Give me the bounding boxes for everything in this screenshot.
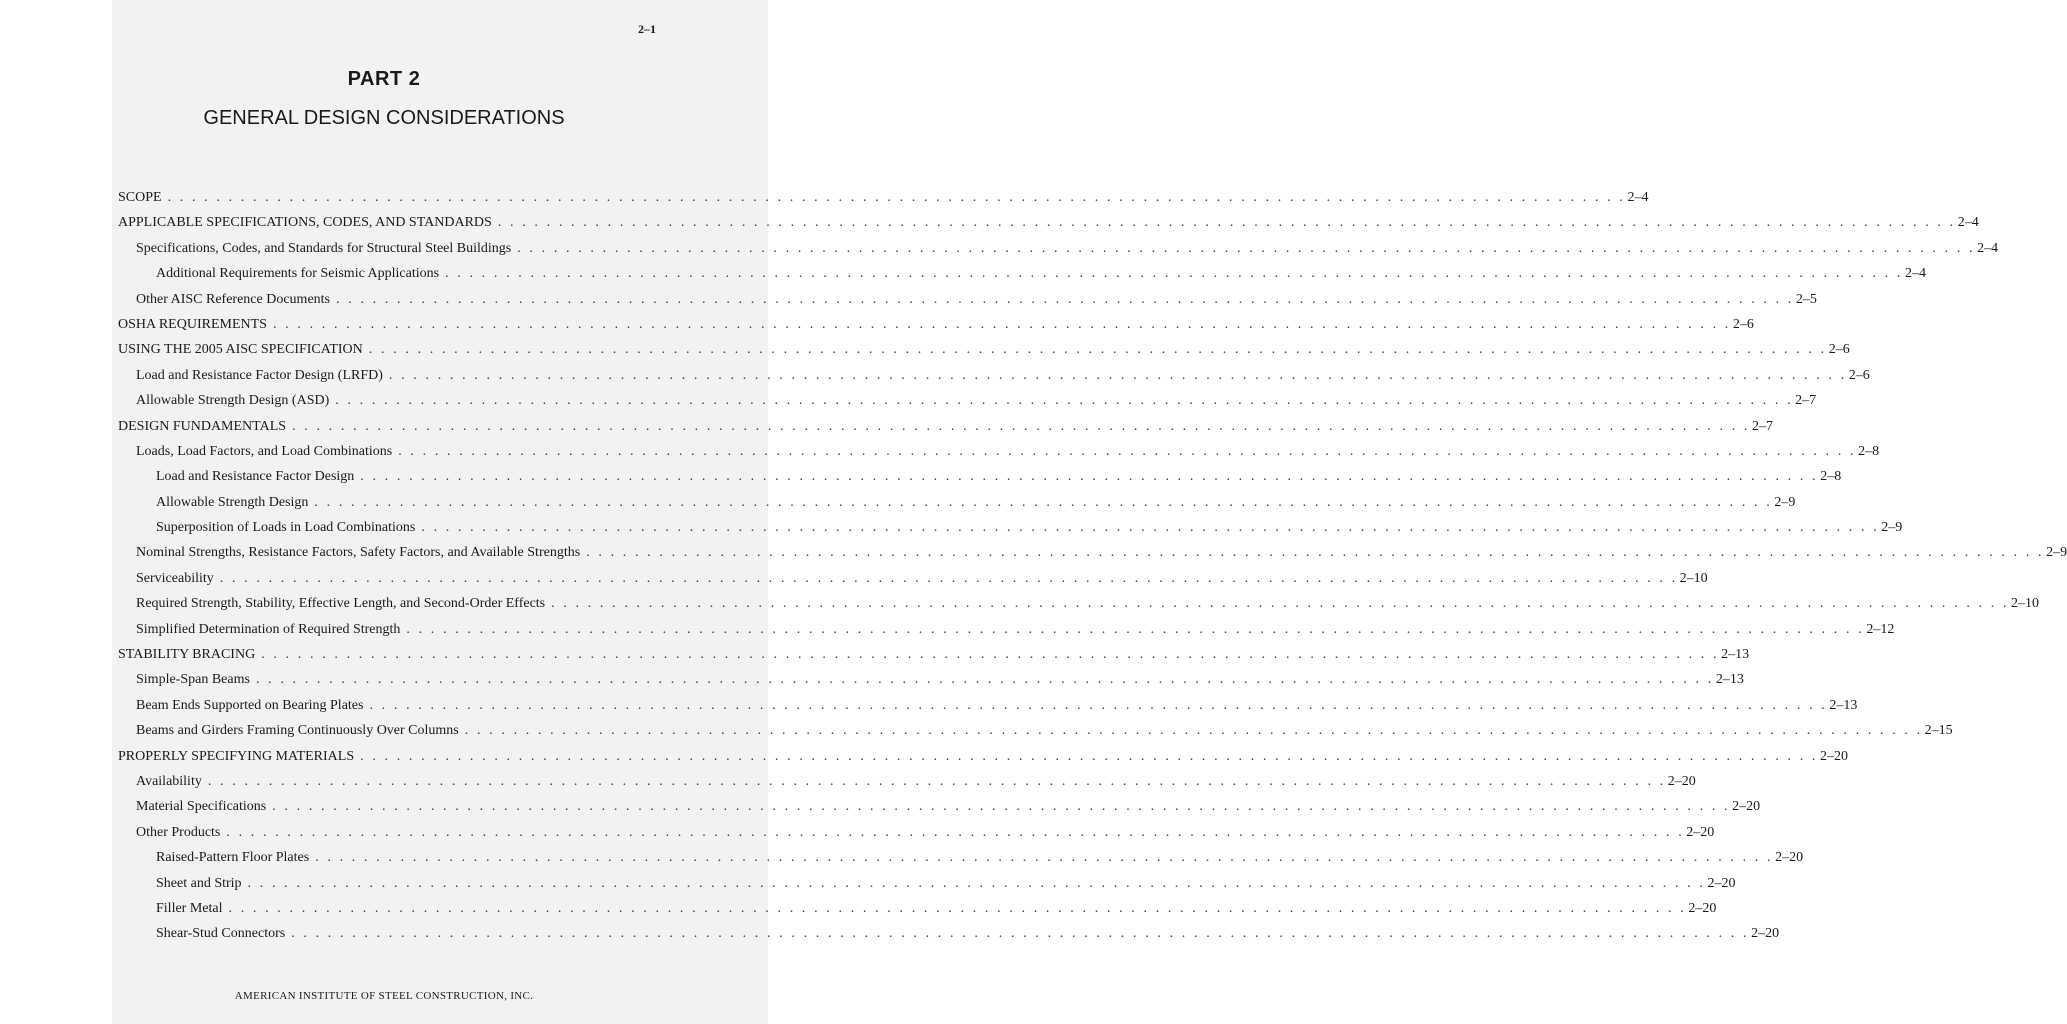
toc-entry[interactable] (118, 367, 1870, 393)
toc-entry-page: 2–20 (1751, 926, 1780, 942)
dot-leader: . . . . . . . . . . . . . . . . . . . . . . . . . . . . . . . . . . . . . . . . . . . . . . . . . . . . . . . . . . . . . . . . . . . . . . . . . . . . . . . . . . . . . . . . . . . . . . . . . . . . . . . . . . . . . . . . . . . . . . . . (369, 697, 1828, 713)
dot-leader: . . . . . . . . . . . . . . . . . . . . . . . . . . . . . . . . . . . . . . . . . . . . . . . . . . . . . . . . . . . . . . . . . . . . . . . . . . . . . . . . . . . . . . . . . . . . . . . . . . . . . . . . . . . . . . . . . . . . . . . . (315, 850, 1774, 866)
toc-entry-page: 2–10 (2011, 596, 2040, 612)
toc-entry-page: 2–15 (1924, 723, 1953, 739)
toc-entry[interactable] (118, 748, 1849, 774)
toc-entry-label: Shear-Stud Connectors (156, 926, 286, 942)
footer-publisher: AMERICAN INSTITUTE OF STEEL CONSTRUCTION, INC. (234, 990, 534, 1002)
toc-entry-label: Other AISC Reference Documents (136, 291, 330, 307)
toc-entry[interactable] (118, 799, 1761, 824)
dot-leader: . . . . . . . . . . . . . . . . . . . . . . . . . . . . . . . . . . . . . . . . . . . . . . . . . . . . . . . . . . . . . . . . . . . . . . . . . . . . . . . . . . . . . . . . . . . . . . . . . . . . . . . . . . . . . . . . . . . . . . . . (421, 520, 1880, 536)
dot-leader: . . . . . . . . . . . . . . . . . . . . . . . . . . . . . . . . . . . . . . . . . . . . . . . . . . . . . . . . . . . . . . . . . . . . . . . . . . . . . . . . . . . . . . . . . . . . . . . . . . . . . . . . . . . . . . . . . . . . . . . . (292, 418, 1750, 434)
toc-entry-page: 2–10 (1679, 570, 1708, 586)
toc-entry-label: Availability (136, 773, 202, 789)
toc-entry[interactable] (118, 570, 1708, 596)
dot-leader: . . . . . . . . . . . . . . . . . . . . . . . . . . . . . . . . . . . . . . . . . . . . . . . . . . . . . . . . . . . . . . . . . . . . . . . . . . . . . . . . . . . . . . . . . . . . . . . . . . . . . . . . . . . . . . . . . . . . . . . . (517, 240, 1976, 256)
page-number: 2–1 (638, 22, 656, 36)
dot-leader: . . . . . . . . . . . . . . . . . . . . . . . . . . . . . . . . . . . . . . . . . . . . . . . . . . . . . . . . . . . . . . . . . . . . . . . . . . . . . . . . . . . . . . . . . . . . . . . . . . . . . . . . . . . . . . . . . . . . . . . . (261, 647, 1720, 663)
table-of-contents (118, 190, 2067, 952)
dot-leader: . . . . . . . . . . . . . . . . . . . . . . . . . . . . . . . . . . . . . . . . . . . . . . . . . . . . . . . . . . . . . . . . . . . . . . . . . . . . . . . . . . . . . . . . . . . . . . . . . . . . . . . . . . . . . . . . . . . . . . . . (464, 723, 1923, 739)
toc-entry-page: 2–13 (1715, 672, 1744, 688)
toc-entry-page: 2–9 (2046, 545, 2067, 561)
dot-leader: . . . . . . . . . . . . . . . . . . . . . . . . . . . . . . . . . . . . . . . . . . . . . . . . . . . . . . . . . . . . . . . . . . . . . . . . . . . . . . . . . . . . . . . . . . . . . . . . . . . . . . . . . . . . . . . . . . . . . . . . (388, 367, 1847, 383)
toc-entry-label: Simple-Span Beams (136, 672, 250, 688)
dot-leader: . . . . . . . . . . . . . . . . . . . . . . . . . . . . . . . . . . . . . . . . . . . . . . . . . . . . . . . . . . . . . . . . . . . . . . . . . . . . . . . . . . . . . . . . . . . . . . . . . . . . . . . . . . . . . . . . . . . . . . . . (551, 596, 2010, 612)
toc-entry-label: Material Specifications (136, 799, 267, 815)
dot-leader: . . . . . . . . . . . . . . . . . . . . . . . . . . . . . . . . . . . . . . . . . . . . . . . . . . . . . . . . . . . . . . . . . . . . . . . . . . . . . . . . . . . . . . . . . . . . . . . . . . . . . . . . . . . . . . . . . . . . . . . . (167, 190, 1626, 205)
toc-entry[interactable] (118, 926, 1780, 951)
dot-leader: . . . . . . . . . . . . . . . . . . . . . . . . . . . . . . . . . . . . . . . . . . . . . . . . . . . . . . . . . . . . . . . . . . . . . . . . . . . . . . . . . . . . . . . . . . . . . . . . . . . . . . . . . . . . . . . . . . . . . . . . (272, 316, 1731, 332)
toc-entry-label: Raised-Pattern Floor Plates (156, 850, 310, 866)
toc-entry-label: APPLICABLE SPECIFICATIONS, CODES, AND STANDARDS (118, 215, 492, 231)
dot-leader: . . . . . . . . . . . . . . . . . . . . . . . . . . . . . . . . . . . . . . . . . . . . . . . . . . . . . . . . . . . . . . . . . . . . . . . . . . . . . . . . . . . . . . . . . . . . . . . . . . . . . . . . . . . . . . . . . . . . . . . . (314, 494, 1773, 510)
toc-entry[interactable] (118, 494, 1796, 520)
part-title: PART 2 (347, 68, 421, 90)
toc-entry-page: 2–8 (1858, 443, 1880, 459)
toc-entry-page: 2–6 (1828, 342, 1850, 358)
toc-entry-page: 2–6 (1848, 367, 1870, 383)
toc-entry-label: SCOPE (118, 190, 162, 205)
toc-entry[interactable] (118, 469, 1842, 494)
toc-entry-label: Superposition of Loads in Load Combinations (156, 520, 416, 536)
toc-entry-label: Nominal Strengths, Resistance Factors, Safety Factors, and Available Strengths (136, 545, 581, 561)
toc-entry-label: DESIGN FUNDAMENTALS (118, 418, 287, 434)
toc-entry-label: Sheet and Strip (156, 875, 242, 891)
toc-entry-label: Other Products (136, 824, 221, 840)
toc-entry-label: USING THE 2005 AISC SPECIFICATION (118, 342, 363, 358)
toc-entry-label: Beam Ends Supported on Bearing Plates (136, 697, 364, 713)
toc-entry[interactable] (118, 596, 2040, 621)
toc-entry-page: 2–12 (1866, 621, 1895, 637)
toc-entry[interactable] (118, 393, 1817, 418)
toc-entry[interactable] (118, 824, 1715, 850)
toc-entry[interactable] (118, 316, 1754, 342)
toc-entry[interactable] (118, 697, 1858, 723)
toc-entry-label: Filler Metal (156, 900, 223, 916)
toc-entry[interactable] (118, 900, 1717, 926)
dot-leader: . . . . . . . . . . . . . . . . . . . . . . . . . . . . . . . . . . . . . . . . . . . . . . . . . . . . . . . . . . . . . . . . . . . . . . . . . . . . . . . . . . . . . . . . . . . . . . . . . . . . . . . . . . . . . . . . . . . . . . . . (335, 393, 1794, 409)
toc-entry[interactable] (118, 520, 1903, 545)
toc-entry-label: Load and Resistance Factor Design (LRFD) (136, 367, 383, 383)
toc-entry-label: Required Strength, Stability, Effective Length, and Second-Order Effects (136, 596, 546, 612)
dot-leader: . . . . . . . . . . . . . . . . . . . . . . . . . . . . . . . . . . . . . . . . . . . . . . . . . . . . . . . . . . . . . . . . . . . . . . . . . . . . . . . . . . . . . . . . . . . . . . . . . . . . . . . . . . . . . . . . . . . . . . . . (226, 824, 1685, 840)
dot-leader: . . . . . . . . . . . . . . . . . . . . . . . . . . . . . . . . . . . . . . . . . . . . . . . . . . . . . . . . . . . . . . . . . . . . . . . . . . . . . . . . . . . . . . . . . . . . . . . . . . . . . . . . . . . . . . . . . . . . . . . . (336, 291, 1794, 307)
toc-entry-label: Load and Resistance Factor Design (156, 469, 355, 485)
dot-leader: . . . . . . . . . . . . . . . . . . . . . . . . . . . . . . . . . . . . . . . . . . . . . . . . . . . . . . . . . . . . . . . . . . . . . . . . . . . . . . . . . . . . . . . . . . . . . . . . . . . . . . . . . . . . . . . . . . . . . . . . (398, 443, 1857, 459)
toc-entry[interactable] (118, 215, 1979, 240)
toc-entry[interactable] (118, 875, 1736, 901)
toc-entry-page: 2–20 (1820, 748, 1849, 764)
toc-entry[interactable] (118, 443, 1880, 469)
toc-entry-label: Allowable Strength Design (156, 494, 309, 510)
dot-leader: . . . . . . . . . . . . . . . . . . . . . . . . . . . . . . . . . . . . . . . . . . . . . . . . . . . . . . . . . . . . . . . . . . . . . . . . . . . . . . . . . . . . . . . . . . . . . . . . . . . . . . . . . . . . . . . . . . . . . . . . (228, 900, 1687, 916)
toc-entry-page: 2–13 (1829, 697, 1858, 713)
toc-entry[interactable] (118, 850, 1804, 875)
toc-entry-page: 2–6 (1732, 316, 1754, 332)
toc-entry-page: 2–20 (1775, 850, 1804, 866)
toc-entry-label: Allowable Strength Design (ASD) (136, 393, 330, 409)
toc-entry-page: 2–20 (1667, 773, 1696, 789)
toc-entry-label: Additional Requirements for Seismic Applications (156, 266, 440, 282)
toc-entry[interactable] (118, 240, 1999, 266)
toc-entry[interactable] (118, 291, 1817, 317)
toc-entry-label: Beams and Girders Framing Continuously Over Columns (136, 723, 459, 739)
dot-leader: . . . . . . . . . . . . . . . . . . . . . . . . . . . . . . . . . . . . . . . . . . . . . . . . . . . . . . . . . . . . . . . . . . . . . . . . . . . . . . . . . . . . . . . . . . . . . . . . . . . . . . . . . . . . . . . . . . . . . . . . (497, 215, 1956, 231)
toc-entry-label: OSHA REQUIREMENTS (118, 316, 267, 332)
toc-entry-page: 2–9 (1774, 494, 1796, 510)
toc-entry-label: Simplified Determination of Required Strength (136, 621, 401, 637)
dot-leader: . . . . . . . . . . . . . . . . . . . . . . . . . . . . . . . . . . . . . . . . . . . . . . . . . . . . . . . . . . . . . . . . . . . . . . . . . . . . . . . . . . . . . . . . . . . . . . . . . . . . . . . . . . . . . . . . . . . . . . . . (586, 545, 2045, 561)
toc-entry-label: PROPERLY SPECIFYING MATERIALS (118, 748, 355, 764)
part-subtitle: GENERAL DESIGN CONSIDERATIONS (203, 107, 565, 129)
dot-leader: . . . . . . . . . . . . . . . . . . . . . . . . . . . . . . . . . . . . . . . . . . . . . . . . . . . . . . . . . . . . . . . . . . . . . . . . . . . . . . . . . . . . . . . . . . . . . . . . . . . . . . . . . . . . . . . . . . . . . . . . (445, 266, 1903, 282)
toc-entry-page: 2–20 (1686, 824, 1715, 840)
toc-entry-label: STABILITY BRACING (118, 647, 256, 663)
toc-entry-page: 2–20 (1688, 900, 1717, 916)
toc-entry[interactable] (118, 342, 1850, 367)
toc-entry-page: 2–4 (1957, 215, 1979, 231)
dot-leader: . . . . . . . . . . . . . . . . . . . . . . . . . . . . . . . . . . . . . . . . . . . . . . . . . . . . . . . . . . . . . . . . . . . . . . . . . . . . . . . . . . . . . . . . . . . . . . . . . . . . . . . . . . . . . . . . . . . . . . . . (360, 469, 1819, 485)
toc-entry-page: 2–4 (1904, 266, 1926, 282)
toc-entry-page: 2–4 (1627, 190, 1649, 205)
toc-entry[interactable] (118, 773, 1696, 799)
toc-entry-page: 2–9 (1881, 520, 1903, 536)
toc-entry[interactable] (118, 190, 1649, 215)
dot-leader: . . . . . . . . . . . . . . . . . . . . . . . . . . . . . . . . . . . . . . . . . . . . . . . . . . . . . . . . . . . . . . . . . . . . . . . . . . . . . . . . . . . . . . . . . . . . . . . . . . . . . . . . . . . . . . . . . . . . . . . . (272, 799, 1731, 815)
toc-entry[interactable] (118, 672, 1744, 697)
dot-leader: . . . . . . . . . . . . . . . . . . . . . . . . . . . . . . . . . . . . . . . . . . . . . . . . . . . . . . . . . . . . . . . . . . . . . . . . . . . . . . . . . . . . . . . . . . . . . . . . . . . . . . . . . . . . . . . . . . . . . . . . (291, 926, 1750, 942)
toc-entry-page: 2–5 (1795, 291, 1817, 307)
toc-entry-page: 2–13 (1721, 647, 1750, 663)
toc-entry-page: 2–20 (1707, 875, 1736, 891)
dot-leader: . . . . . . . . . . . . . . . . . . . . . . . . . . . . . . . . . . . . . . . . . . . . . . . . . . . . . . . . . . . . . . . . . . . . . . . . . . . . . . . . . . . . . . . . . . . . . . . . . . . . . . . . . . . . . . . . . . . . . . . . (406, 621, 1865, 637)
toc-entry[interactable] (118, 723, 1953, 748)
toc-entry-label: Loads, Load Factors, and Load Combinations (136, 443, 393, 459)
toc-entry[interactable] (118, 621, 1895, 647)
toc-entry-page: 2–8 (1820, 469, 1842, 485)
toc-entry-page: 2–7 (1795, 393, 1817, 409)
toc-entry-page: 2–20 (1732, 799, 1761, 815)
toc-entry-label: Serviceability (136, 570, 214, 586)
toc-entry[interactable] (118, 266, 1926, 291)
dot-leader: . . . . . . . . . . . . . . . . . . . . . . . . . . . . . . . . . . . . . . . . . . . . . . . . . . . . . . . . . . . . . . . . . . . . . . . . . . . . . . . . . . . . . . . . . . . . . . . . . . . . . . . . . . . . . . . . . . . . . . . . (247, 875, 1706, 891)
toc-entry-page: 2–7 (1751, 418, 1773, 434)
toc-entry[interactable] (118, 545, 2067, 570)
toc-entry-page: 2–4 (1977, 240, 1999, 256)
dot-leader: . . . . . . . . . . . . . . . . . . . . . . . . . . . . . . . . . . . . . . . . . . . . . . . . . . . . . . . . . . . . . . . . . . . . . . . . . . . . . . . . . . . . . . . . . . . . . . . . . . . . . . . . . . . . . . . . . . . . . . . . (368, 342, 1827, 358)
dot-leader: . . . . . . . . . . . . . . . . . . . . . . . . . . . . . . . . . . . . . . . . . . . . . . . . . . . . . . . . . . . . . . . . . . . . . . . . . . . . . . . . . . . . . . . . . . . . . . . . . . . . . . . . . . . . . . . . . . . . . . . . (207, 773, 1666, 789)
toc-entry-label: Specifications, Codes, and Standards for Structural Steel Buildings (136, 240, 512, 256)
toc-entry[interactable] (118, 647, 1750, 672)
toc-entry[interactable] (118, 418, 1773, 444)
dot-leader: . . . . . . . . . . . . . . . . . . . . . . . . . . . . . . . . . . . . . . . . . . . . . . . . . . . . . . . . . . . . . . . . . . . . . . . . . . . . . . . . . . . . . . . . . . . . . . . . . . . . . . . . . . . . . . . . . . . . . . . . (360, 748, 1819, 764)
dot-leader: . . . . . . . . . . . . . . . . . . . . . . . . . . . . . . . . . . . . . . . . . . . . . . . . . . . . . . . . . . . . . . . . . . . . . . . . . . . . . . . . . . . . . . . . . . . . . . . . . . . . . . . . . . . . . . . . . . . . . . . . (255, 672, 1714, 688)
dot-leader: . . . . . . . . . . . . . . . . . . . . . . . . . . . . . . . . . . . . . . . . . . . . . . . . . . . . . . . . . . . . . . . . . . . . . . . . . . . . . . . . . . . . . . . . . . . . . . . . . . . . . . . . . . . . . . . . . . . . . . . . (219, 570, 1678, 586)
